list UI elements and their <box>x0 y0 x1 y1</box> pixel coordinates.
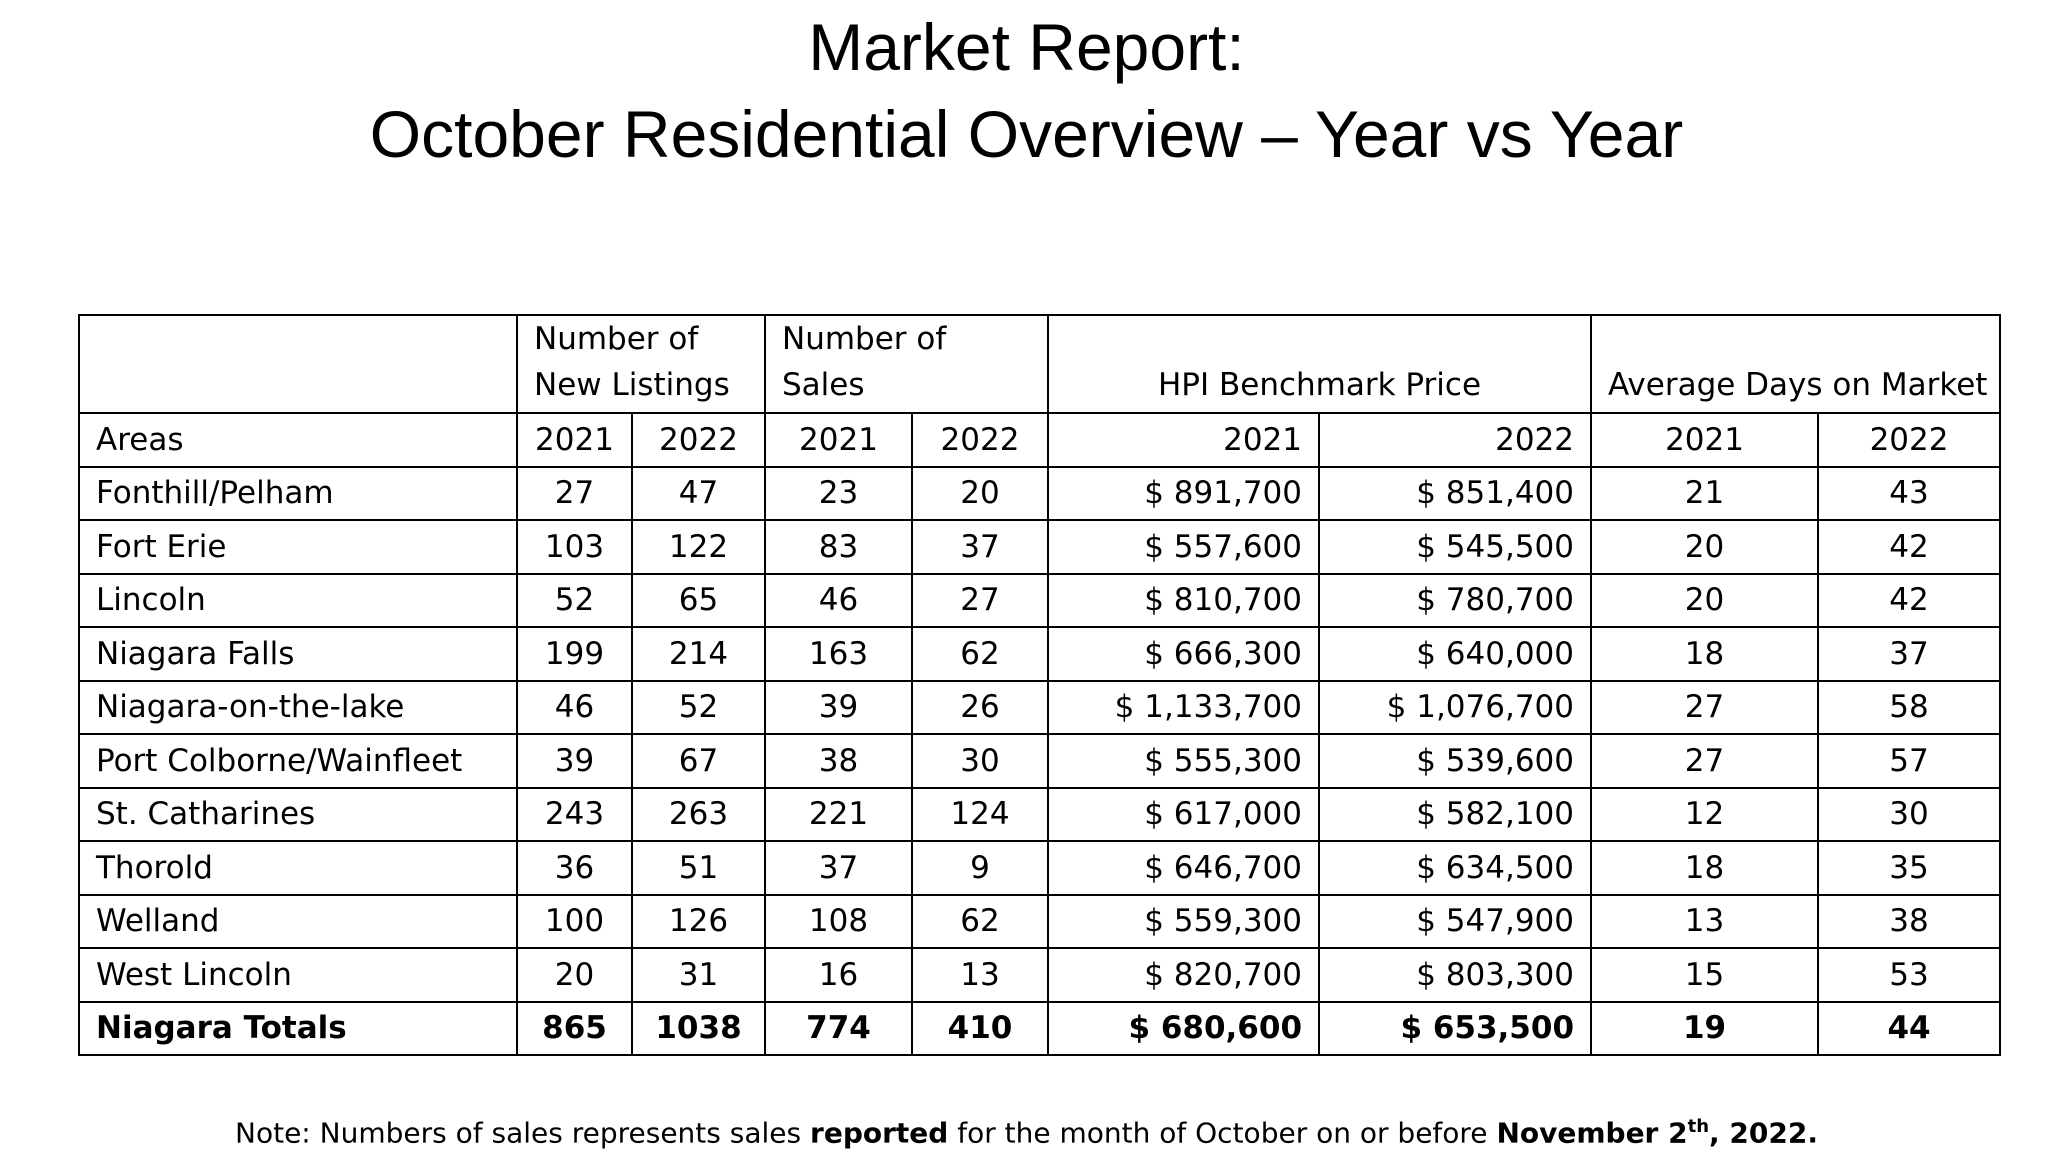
hpi-2021-cell: $ 646,700 <box>1048 841 1319 895</box>
area-cell: Fonthill/Pelham <box>79 467 517 521</box>
table-row <box>79 520 2000 574</box>
area-cell: Thorold <box>79 841 517 895</box>
hpi-2021-cell: $ 557,600 <box>1048 520 1319 574</box>
days-2022-cell: 35 <box>1818 841 2000 895</box>
hpi-2021-cell: $ 1,133,700 <box>1048 681 1319 735</box>
sales-2021-cell: 83 <box>765 520 912 574</box>
days-2021-cell: 27 <box>1591 734 1818 788</box>
listings-2022-cell: 126 <box>632 895 765 949</box>
sales-2021-cell: 37 <box>765 841 912 895</box>
footnote-text-1: Note: Numbers of sales represents sales <box>235 1116 811 1150</box>
hpi-2021-cell: $ 810,700 <box>1048 574 1319 628</box>
listings-2021-cell: 27 <box>517 467 632 521</box>
new-listings-header-line1: Number of <box>534 321 699 357</box>
days-2022-cell: 37 <box>1818 627 2000 681</box>
sales-2021-cell: 46 <box>765 574 912 628</box>
area-cell: Niagara Falls <box>79 627 517 681</box>
area-cell: Niagara-on-the-lake <box>79 681 517 735</box>
footnote-superscript: th <box>1687 1116 1710 1137</box>
areas-header: Areas <box>79 413 517 467</box>
days-2021-cell: 19 <box>1591 1002 1818 1056</box>
hpi-2022-cell: $ 547,900 <box>1319 895 1591 949</box>
table-row <box>79 734 2000 788</box>
hpi-2022-cell: $ 582,100 <box>1319 788 1591 842</box>
days-2021-cell: 12 <box>1591 788 1818 842</box>
listings-2021-cell: 103 <box>517 520 632 574</box>
hpi-2021-cell: $ 559,300 <box>1048 895 1319 949</box>
listings-2021-cell: 199 <box>517 627 632 681</box>
report-subtitle: October Residential Overview – Year vs Year <box>369 97 1684 171</box>
area-cell: Welland <box>79 895 517 949</box>
listings-2021-cell: 46 <box>517 681 632 735</box>
listings-2022-cell: 214 <box>632 627 765 681</box>
hpi-2021-cell: $ 555,300 <box>1048 734 1319 788</box>
footnote-bold-year: , 2022. <box>1709 1116 1818 1150</box>
hpi-2021-cell: $ 820,700 <box>1048 948 1319 1002</box>
sales-2022-cell: 62 <box>912 627 1048 681</box>
hpi-2022-cell: $ 545,500 <box>1319 520 1591 574</box>
days-2021-cell: 18 <box>1591 627 1818 681</box>
sales-2021-header: 2021 <box>765 413 912 467</box>
days-2021-header: 2021 <box>1591 413 1818 467</box>
sales-2021-cell: 23 <box>765 467 912 521</box>
days-2021-cell: 13 <box>1591 895 1818 949</box>
sales-2021-cell: 221 <box>765 788 912 842</box>
sales-2022-cell: 13 <box>912 948 1048 1002</box>
hpi-2022-cell: $ 640,000 <box>1319 627 1591 681</box>
table-row <box>79 895 2000 949</box>
year-header-row <box>79 413 2000 467</box>
days-2021-cell: 20 <box>1591 574 1818 628</box>
hpi-2021-cell: $ 617,000 <box>1048 788 1319 842</box>
sales-2021-cell: 163 <box>765 627 912 681</box>
days-2021-cell: 18 <box>1591 841 1818 895</box>
footnote-text-2: for the month of October on or before <box>948 1116 1497 1150</box>
hpi-2021-cell: $ 666,300 <box>1048 627 1319 681</box>
days-2022-header: 2022 <box>1818 413 2000 467</box>
listings-2021-header: 2021 <box>517 413 632 467</box>
sales-2021-cell: 108 <box>765 895 912 949</box>
average-days-header: Average Days on Market <box>1591 315 2000 413</box>
sales-header-line1: Number of <box>782 321 947 357</box>
new-listings-header-line2: New Listings <box>534 367 730 403</box>
hpi-2022-cell: $ 539,600 <box>1319 734 1591 788</box>
days-2022-cell: 43 <box>1818 467 2000 521</box>
sales-header <box>765 315 1048 413</box>
hpi-2022-cell: $ 851,400 <box>1319 467 1591 521</box>
listings-2021-cell: 865 <box>517 1002 632 1056</box>
sales-2021-cell: 16 <box>765 948 912 1002</box>
table-row <box>79 467 2000 521</box>
days-2022-cell: 57 <box>1818 734 2000 788</box>
footnote-bold-date: November 2 <box>1496 1116 1688 1150</box>
sales-2022-cell: 410 <box>912 1002 1048 1056</box>
days-2021-cell: 20 <box>1591 520 1818 574</box>
sales-2021-cell: 39 <box>765 681 912 735</box>
area-cell: Port Colborne/Wainfleet <box>79 734 517 788</box>
table-row <box>79 681 2000 735</box>
sales-2021-cell: 774 <box>765 1002 912 1056</box>
listings-2022-cell: 47 <box>632 467 765 521</box>
sales-2022-header: 2022 <box>912 413 1048 467</box>
hpi-2022-cell: $ 1,076,700 <box>1319 681 1591 735</box>
table-row <box>79 948 2000 1002</box>
sales-2022-cell: 20 <box>912 467 1048 521</box>
sales-2021-cell: 38 <box>765 734 912 788</box>
table-row <box>79 574 2000 628</box>
days-2021-cell: 27 <box>1591 681 1818 735</box>
hpi-2022-cell: $ 653,500 <box>1319 1002 1591 1056</box>
days-2022-cell: 53 <box>1818 948 2000 1002</box>
hpi-2022-cell: $ 634,500 <box>1319 841 1591 895</box>
table-row <box>79 841 2000 895</box>
sales-2022-cell: 62 <box>912 895 1048 949</box>
listings-2022-header: 2022 <box>632 413 765 467</box>
listings-2022-cell: 67 <box>632 734 765 788</box>
sales-2022-cell: 26 <box>912 681 1048 735</box>
blank-header-cell <box>79 315 517 413</box>
hpi-2022-cell: $ 780,700 <box>1319 574 1591 628</box>
listings-2021-cell: 20 <box>517 948 632 1002</box>
listings-2022-cell: 1038 <box>632 1002 765 1056</box>
hpi-2022-header: 2022 <box>1319 413 1591 467</box>
listings-2022-cell: 51 <box>632 841 765 895</box>
days-2022-cell: 38 <box>1818 895 2000 949</box>
hpi-2021-cell: $ 680,600 <box>1048 1002 1319 1056</box>
days-2022-cell: 42 <box>1818 574 2000 628</box>
sales-2022-cell: 9 <box>912 841 1048 895</box>
area-cell: Lincoln <box>79 574 517 628</box>
table-row <box>79 788 2000 842</box>
table-row <box>79 627 2000 681</box>
days-2022-cell: 42 <box>1818 520 2000 574</box>
sales-2022-cell: 37 <box>912 520 1048 574</box>
days-2021-cell: 15 <box>1591 948 1818 1002</box>
listings-2021-cell: 36 <box>517 841 632 895</box>
footnote-bold-reported: reported <box>810 1116 949 1150</box>
sales-2022-cell: 124 <box>912 788 1048 842</box>
report-title: Market Report: <box>808 10 1245 84</box>
listings-2021-cell: 243 <box>517 788 632 842</box>
listings-2022-cell: 263 <box>632 788 765 842</box>
footnote <box>0 1116 2053 1149</box>
days-2022-cell: 30 <box>1818 788 2000 842</box>
listings-2022-cell: 52 <box>632 681 765 735</box>
totals-row <box>79 1002 2000 1056</box>
area-cell: West Lincoln <box>79 948 517 1002</box>
listings-2021-cell: 100 <box>517 895 632 949</box>
market-report-table <box>78 314 2001 1056</box>
days-2022-cell: 44 <box>1818 1002 2000 1056</box>
sales-header-line2: Sales <box>782 367 865 403</box>
new-listings-header <box>517 315 765 413</box>
group-header-row <box>79 315 2000 413</box>
area-cell: St. Catharines <box>79 788 517 842</box>
listings-2021-cell: 52 <box>517 574 632 628</box>
days-2021-cell: 21 <box>1591 467 1818 521</box>
area-cell: Fort Erie <box>79 520 517 574</box>
sales-2022-cell: 30 <box>912 734 1048 788</box>
listings-2022-cell: 31 <box>632 948 765 1002</box>
area-cell: Niagara Totals <box>79 1002 517 1056</box>
hpi-2021-header: 2021 <box>1048 413 1319 467</box>
hpi-2022-cell: $ 803,300 <box>1319 948 1591 1002</box>
days-2022-cell: 58 <box>1818 681 2000 735</box>
hpi-2021-cell: $ 891,700 <box>1048 467 1319 521</box>
listings-2022-cell: 122 <box>632 520 765 574</box>
sales-2022-cell: 27 <box>912 574 1048 628</box>
listings-2022-cell: 65 <box>632 574 765 628</box>
hpi-benchmark-header: HPI Benchmark Price <box>1048 315 1591 413</box>
listings-2021-cell: 39 <box>517 734 632 788</box>
